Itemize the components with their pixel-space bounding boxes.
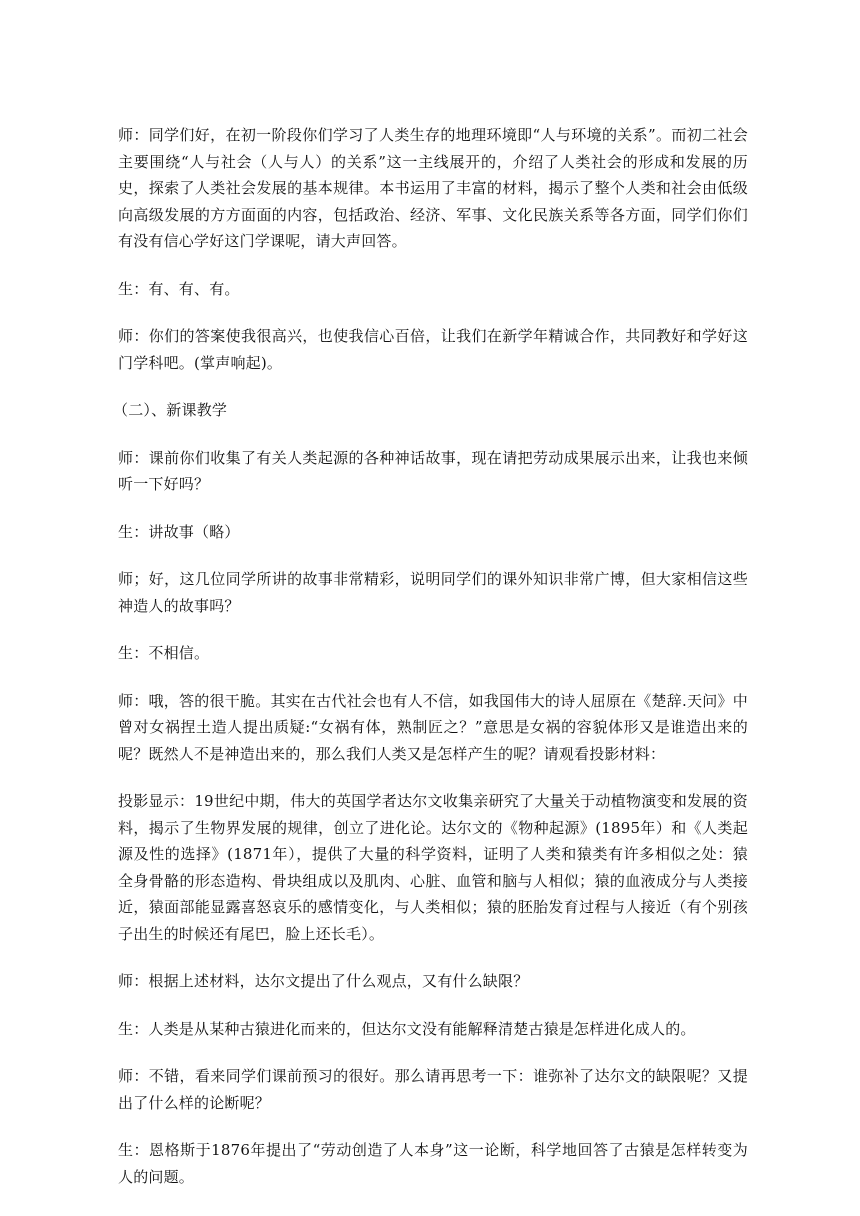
paragraph-student-darwin-answer: 生：人类是从某种古猿进化而来的，但达尔文没有能解释清楚古猿是怎样进化成人的。 [118, 1019, 696, 1038]
paragraph-teacher-followup: 师：不错，看来同学们课前预习的很好。那么请再思考一下：谁弥补了达尔文的缺限呢？又提出了什么样的论断呢？ [118, 1067, 748, 1112]
document-body [113, 122, 748, 1211]
paragraph-student-story: 生：讲故事（略） [118, 522, 240, 541]
paragraph-teacher-encourage: 师：你们的答案使我很高兴，也使我信心百倍，让我们在新学年精诚合作，共同教好和学好这门学科吧。(掌声响起)。 [118, 327, 748, 372]
paragraph-student-disbelief: 生：不相信。 [118, 644, 210, 662]
section-heading-new-lesson: （二）、新课教学 [113, 401, 228, 419]
paragraph-student-answer-yes: 生：有、有、有。 [118, 279, 240, 298]
paragraph-student-engels: 生：恩格斯于1876年提出了“劳动创造了人本身”这一论断，科学地回答了古猿是怎样转变为人的问题。 [118, 1141, 748, 1186]
paragraph-teacher-quyuan: 师：哦，答的很干脆。其实在古代社会也有人不信，如我国伟大的诗人屈原在《楚辞.天问》中曾对女祸捏土造人提出质疑:“女祸有体，熟制匠之？”意思是女祸的容貌体形又是谁造出来的呢？既然人不是神造出来的，那么我们人类又是怎样产生的呢？请观看投影材料： [118, 691, 748, 763]
paragraph-teacher-question-belief: 师；好，这几位同学所讲的故事非常精彩，说明同学们的课外知识非常广博，但大家相信这些神造人的故事吗？ [118, 570, 748, 615]
paragraph-teacher-myth-stories: 师：课前你们收集了有关人类起源的各种神话故事，现在请把劳动成果展示出来，让我也来倾听一下好吗？ [118, 448, 748, 493]
paragraph-teacher-intro: 师：同学们好，在初一阶段你们学习了人类生存的地理环境即“人与环境的关系”。而初二社会主要围绕“人与社会（人与人）的关系”这一主线展开的，介绍了人类社会的形成和发展的历史，探索了人类社会发展的基本规律。本书运用了丰富的材料，揭示了整个人类和社会由低级向高级发展的方方面面的内容，包括政治、经济、军事、文化民族关系等各方面，同学们你们有没有信心学好这门学课呢，请大声回答。 [118, 126, 748, 250]
paragraph-projection-darwin: 投影显示：19世纪中期，伟大的英国学者达尔文收集亲研究了大量关于动植物演变和发展的资料，揭示了生物界发展的规律，创立了进化论。达尔文的《物种起源》(1895年）和《人类起源及性的选择》(1871年），提供了大量的科学资料，证明了人类和猿类有许多相似之处：猿全身骨骼的形态造构、骨块组成以及肌肉、心脏、血管和脑与人相似；猿的血液成分与人类接近，猿面部能显露喜怒哀乐的感情变化，与人类相似；猿的胚胎发育过程与人接近（有个别孩子出生的时候还有尾巴，脸上还长毛）。 [118, 792, 748, 943]
paragraph-teacher-darwin-question: 师：根据上述材料，达尔文提出了什么观点，又有什么缺限？ [118, 972, 529, 990]
